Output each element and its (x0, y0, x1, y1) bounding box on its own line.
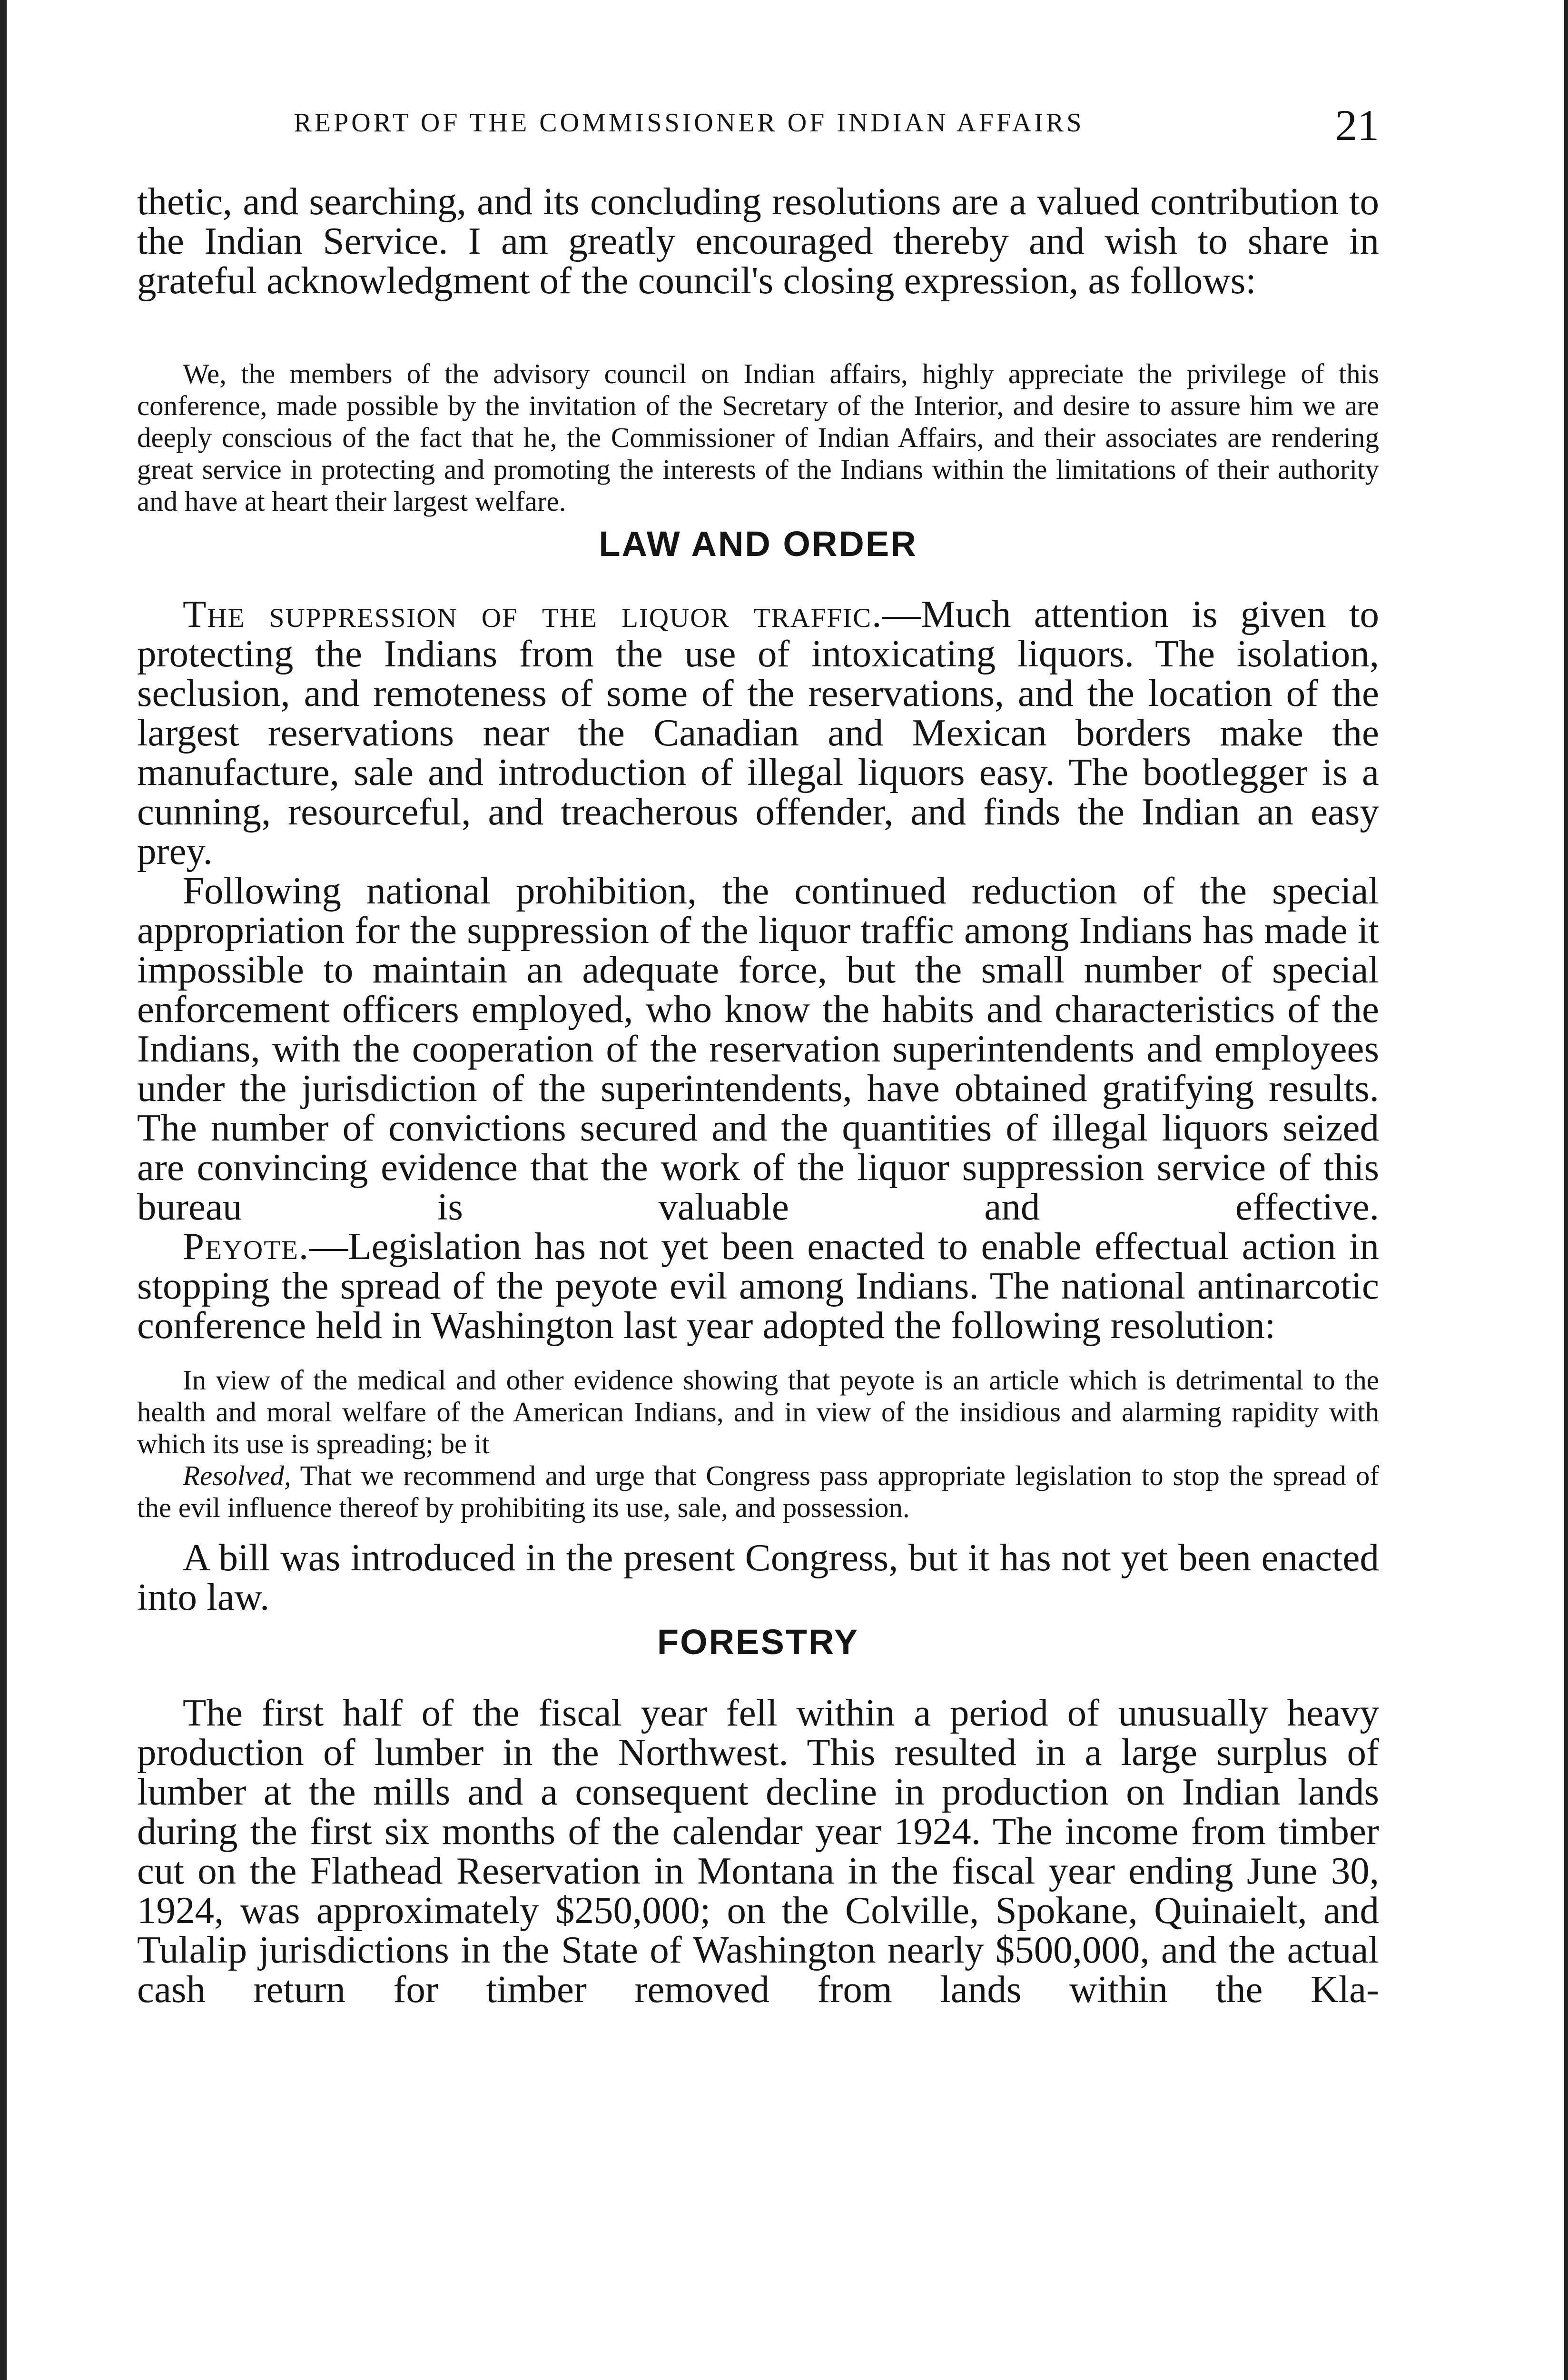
scan-edge-left (0, 0, 7, 2380)
liquor-text: —Much attention is given to protecting the Indians from the use of intoxicating liquors. The isolation, seclusion, and remoteness of some of the reservations, and the location of the largest reservations near the Canadian and Mexican borders make the manufacture, sale and introduction of illegal liquors easy. The bootlegger is a cunning, resourceful, and treacherous offender, and finds the Indian an easy prey. (137, 593, 1379, 873)
peyote-paragraph (137, 1227, 1379, 1345)
running-title: REPORT OF THE COMMISSIONER OF INDIAN AFFAIRS (294, 108, 1085, 138)
scan-edge-right (1564, 0, 1568, 2380)
page-number: 21 (1335, 101, 1379, 149)
forestry-heading: FORESTRY (657, 1622, 859, 1662)
liquor-paragraph (137, 595, 1379, 871)
liquor-lead: The suppression of the liquor traffic. (183, 593, 883, 635)
running-header (137, 100, 1379, 148)
prohibition-paragraph: Following national prohibition, the continued reduction of the special appropriation for the suppression of the liquor traffic among Indians has made it impossible to maintain an adequate force, but the small number of special enforcement officers employed, who know the habits and characteristics of the Indians, with the cooperation of the reservation superintendents and employees under the jurisdiction of the superintendents, have obtained gratifying results. The number of convictions secured and the quantities of illegal liquors seized are convincing evidence that the work of the liquor suppression service of this bureau is valuable and effective. (137, 869, 1379, 1228)
bill-paragraph: A bill was introduced in the present Congress, but it has not yet been enacted into law. (137, 1536, 1379, 1618)
resolution-paragraph (137, 1460, 1379, 1524)
forestry-paragraph: The first half of the fiscal year fell within a period of unusually heavy production of lumber in the Northwest. This resulted in a large surplus of lumber at the mills and a consequent decline in production on Indian lands during the first six months of the calendar year 1924. The income from timber cut on the Flathead Reservation in Montana in the fiscal year ending June 30, 1924, was approximately $250,000; on the Colville, Spokane, Quinaielt, and Tulalip jurisdictions in the State of Washington nearly $500,000, and the actual cash return for timber removed from lands within the Kla- (137, 1691, 1379, 2011)
resolution-text: That we recommend and urge that Congress pass appropriate legislation to stop the spread of the evil influence thereof by prohibiting its use, sale, and possession. (137, 1460, 1379, 1523)
peyote-lead: Peyote. (183, 1225, 310, 1268)
council-quote: We, the members of the advisory council on Indian affairs, highly appreciate the privilege of this conference, made possible by the invitation of the Secretary of the Interior, and desire to assure him we are deeply conscious of the fact that he, the Commissioner of Indian Affairs, and their associates are rendering great service in protecting and promoting the interests of the Indians within the limitations of their authority and have at heart their largest welfare. (137, 358, 1379, 517)
intro-paragraph: thetic, and searching, and its concluding resolutions are a valued contribution to the Indian Service. I am greatly encouraged thereby and wish to share in grateful acknowledgment of the council's closing expression, as follows: (137, 180, 1379, 302)
peyote-text: —Legislation has not yet been enacted to enable effectual action in stopping the spread of the peyote evil among Indians. The national antinarcotic conference held in Washington last year adopted the following resolution: (137, 1225, 1379, 1347)
resolution-preamble: In view of the medical and other evidence showing that peyote is an article which is detrimental to the health and moral welfare of the American Indians, and in view of the insidious and alarming rapidity with which its use is spreading; be it (137, 1364, 1379, 1459)
resolution-lead: Resolved, (183, 1460, 291, 1491)
law-and-order-heading: LAW AND ORDER (599, 524, 917, 564)
page-content (137, 182, 1379, 2009)
